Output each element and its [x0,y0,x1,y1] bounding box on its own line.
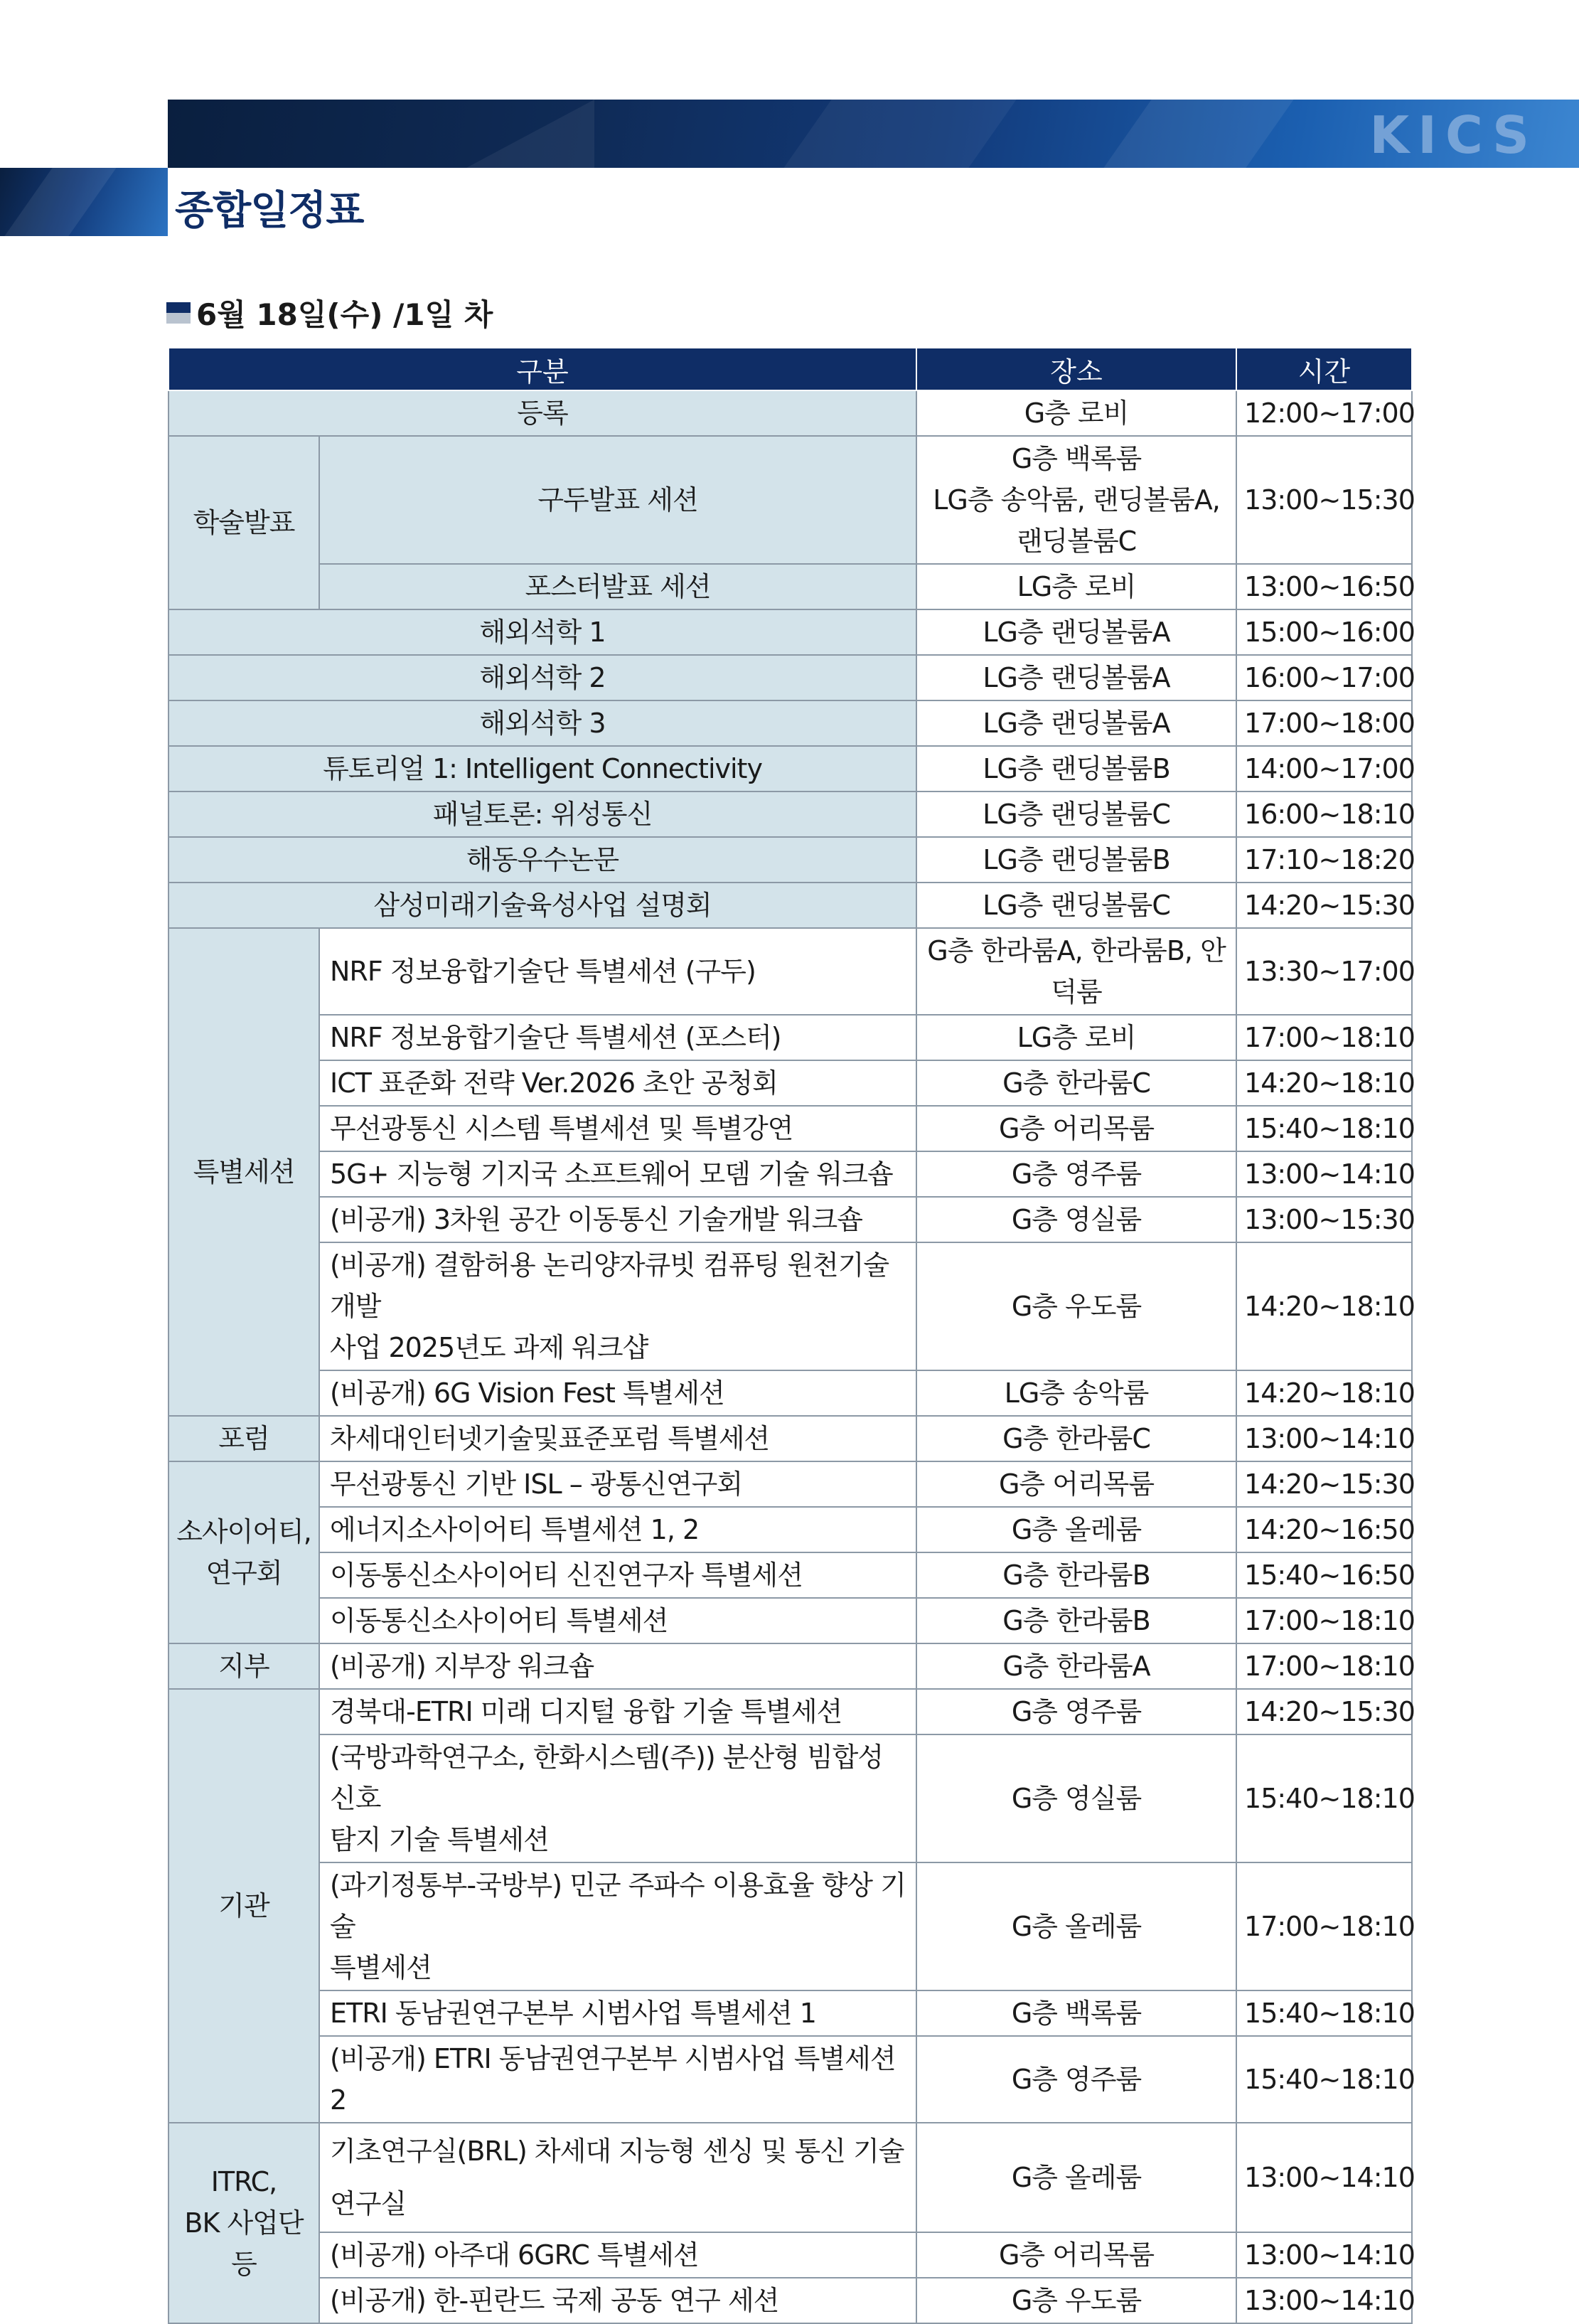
row-place: G층 한라룸A, 한라룸B, 안덕룸 [916,928,1236,1015]
table-row [168,700,1412,746]
row-time: 14:20~15:30 [1236,1461,1412,1507]
row-place: G층 우도룸 [916,1242,1236,1370]
row-time: 12:00~17:00 [1236,390,1412,436]
table-row [168,1643,1412,1689]
brand-logo: KICS [1369,105,1538,165]
row-label: ETRI 동남권연구본부 시범사업 특별세션 1 [319,1990,916,2036]
row-label: 에너지소사이어티 특별세션 1, 2 [319,1507,916,1552]
row-time: 13:00~14:10 [1236,1416,1412,1461]
row-time: 17:00~18:10 [1236,1643,1412,1689]
table-row [168,655,1412,700]
row-time: 14:20~18:10 [1236,1242,1412,1370]
table-row [168,2036,1412,2123]
table-row [168,2232,1412,2278]
group-label: 기관 [168,1689,319,2123]
row-label: 삼성미래기술육성사업 설명회 [168,883,916,928]
row-place: LG층 랜딩볼룸C [916,791,1236,837]
row-place: G층 올레룸 [916,2123,1236,2232]
heading-marker-icon [166,302,191,324]
row-label: 차세대인터넷기술및표준포럼 특별세션 [319,1416,916,1461]
header-category: 구분 [168,348,916,390]
table-row [168,883,1412,928]
row-label: 패널토론: 위성통신 [168,791,916,837]
row-label: (비공개) 아주대 6GRC 특별세션 [319,2232,916,2278]
row-time: 14:20~16:50 [1236,1507,1412,1552]
row-time: 14:20~15:30 [1236,883,1412,928]
row-place: G층 올레룸 [916,1507,1236,1552]
header-place: 장소 [916,348,1236,390]
row-time: 13:00~14:10 [1236,2278,1412,2323]
row-time: 13:30~17:00 [1236,928,1412,1015]
day-heading-text: 6월 18일(수) /1일 차 [196,297,493,332]
row-time: 15:40~18:10 [1236,2036,1412,2123]
row-time: 17:00~18:10 [1236,1015,1412,1060]
table-row [168,2123,1412,2232]
table-row [168,1015,1412,1060]
row-place: G층 영실룸 [916,1734,1236,1862]
table-row [168,791,1412,837]
table-row [168,1598,1412,1643]
row-place: LG층 랜딩볼룸A [916,700,1236,746]
row-place: G층 우도룸 [916,2278,1236,2323]
group-label: 소사이어티, 연구회 [168,1461,319,1643]
table-row [168,436,1412,564]
table-row [168,1461,1412,1507]
row-label: 5G+ 지능형 기지국 소프트웨어 모뎀 기술 워크숍 [319,1151,916,1197]
row-time: 16:00~17:00 [1236,655,1412,700]
row-place: G층 영주룸 [916,2036,1236,2123]
header-side-accent [0,168,168,236]
row-place: G층 한라룸C [916,1416,1236,1461]
table-row [168,564,1412,609]
row-label: NRF 정보융합기술단 특별세션 (구두) [319,928,916,1015]
group-label: 학술발표 [168,436,319,609]
row-label: 해동우수논문 [168,837,916,883]
row-time: 15:40~18:10 [1236,1106,1412,1151]
row-place: LG층 랜딩볼룸B [916,837,1236,883]
table-row [168,1370,1412,1416]
table-row [168,1151,1412,1197]
table-row [168,837,1412,883]
group-label: 지부 [168,1643,319,1689]
row-label: (비공개) 3차원 공간 이동통신 기술개발 워크숍 [319,1197,916,1242]
row-label: 무선광통신 기반 ISL – 광통신연구회 [319,1461,916,1507]
row-place: G층 백록룸 [916,1990,1236,2036]
table-row [168,2278,1412,2323]
row-label: 해외석학 3 [168,700,916,746]
row-time: 17:00~18:10 [1236,1862,1412,1990]
row-place: LG층 랜딩볼룸C [916,883,1236,928]
row-place: G층 올레룸 [916,1862,1236,1990]
table-row [168,1734,1412,1862]
row-label: (비공개) ETRI 동남권연구본부 시범사업 특별세션 2 [319,2036,916,2123]
row-label: 이동통신소사이어티 특별세션 [319,1598,916,1643]
row-label: 기초연구실(BRL) 차세대 지능형 센싱 및 통신 기술 연구실 [319,2123,916,2232]
row-label: 무선광통신 시스템 특별세션 및 특별강연 [319,1106,916,1151]
row-time: 16:00~18:10 [1236,791,1412,837]
row-time: 14:20~18:10 [1236,1370,1412,1416]
row-time: 14:00~17:00 [1236,746,1412,791]
row-place: LG층 랜딩볼룸B [916,746,1236,791]
row-label: NRF 정보융합기술단 특별세션 (포스터) [319,1015,916,1060]
row-time: 13:00~15:30 [1236,436,1412,564]
row-place: G층 어리목룸 [916,2232,1236,2278]
row-label: 해외석학 2 [168,655,916,700]
page-title: 종합일정표 [175,188,364,234]
row-place: G층 한라룸A [916,1643,1236,1689]
table-row [168,928,1412,1015]
header-time: 시간 [1236,348,1412,390]
row-place: LG층 랜딩볼룸A [916,655,1236,700]
row-label: (국방과학연구소, 한화시스템(주)) 분산형 빔합성 신호 탐지 기술 특별세션 [319,1734,916,1862]
row-place: G층 어리목룸 [916,1461,1236,1507]
row-label: 구두발표 세션 [319,436,916,564]
row-label: 포스터발표 세션 [319,564,916,609]
row-time: 15:40~18:10 [1236,1734,1412,1862]
row-place: LG층 송악룸 [916,1370,1236,1416]
row-time: 13:00~16:50 [1236,564,1412,609]
group-label: ITRC, BK 사업단 등 [168,2123,319,2323]
row-time: 15:40~16:50 [1236,1552,1412,1598]
row-place: G층 어리목룸 [916,1106,1236,1151]
row-label: 등록 [168,390,916,436]
row-label: 해외석학 1 [168,609,916,655]
row-place: G층 한라룸C [916,1060,1236,1106]
row-time: 14:20~15:30 [1236,1689,1412,1734]
table-row [168,1197,1412,1242]
table-row [168,1060,1412,1106]
row-place: G층 한라룸B [916,1552,1236,1598]
row-place: G층 한라룸B [916,1598,1236,1643]
table-row [168,1242,1412,1370]
row-time: 13:00~14:10 [1236,2123,1412,2232]
row-label: (과기정통부-국방부) 민군 주파수 이용효율 향상 기술 특별세션 [319,1862,916,1990]
table-row [168,1106,1412,1151]
row-time: 15:00~16:00 [1236,609,1412,655]
group-label: 포럼 [168,1416,319,1461]
row-place: G층 영실룸 [916,1197,1236,1242]
table-row [168,1689,1412,1734]
table-row [168,1507,1412,1552]
table-header-row [168,348,1412,390]
row-place: LG층 로비 [916,1015,1236,1060]
schedule-table [168,347,1413,2324]
row-label: 튜토리얼 1: Intelligent Connectivity [168,746,916,791]
row-time: 15:40~18:10 [1236,1990,1412,2036]
row-place: LG층 로비 [916,564,1236,609]
table-row [168,1416,1412,1461]
row-place: G층 영주룸 [916,1689,1236,1734]
row-time: 17:00~18:00 [1236,700,1412,746]
table-row [168,1862,1412,1990]
table-row [168,390,1412,436]
group-label: 특별세션 [168,928,319,1416]
table-row [168,1552,1412,1598]
row-label: 경북대-ETRI 미래 디지털 융합 기술 특별세션 [319,1689,916,1734]
row-label: (비공개) 6G Vision Fest 특별세션 [319,1370,916,1416]
row-time: 17:00~18:10 [1236,1598,1412,1643]
row-time: 13:00~15:30 [1236,1197,1412,1242]
table-row [168,609,1412,655]
row-time: 14:20~18:10 [1236,1060,1412,1106]
table-row [168,1990,1412,2036]
row-place: G층 영주룸 [916,1151,1236,1197]
row-label: (비공개) 한-핀란드 국제 공동 연구 세션 [319,2278,916,2323]
row-time: 17:10~18:20 [1236,837,1412,883]
row-place: LG층 랜딩볼룸A [916,609,1236,655]
row-label: (비공개) 지부장 워크숍 [319,1643,916,1689]
table-row [168,746,1412,791]
row-place: G층 로비 [916,390,1236,436]
row-label: ICT 표준화 전략 Ver.2026 초안 공청회 [319,1060,916,1106]
day-heading [166,292,493,334]
row-label: (비공개) 결함허용 논리양자큐빗 컴퓨팅 원천기술 개발 사업 2025년도 과제 워크샵 [319,1242,916,1370]
row-label: 이동통신소사이어티 신진연구자 특별세션 [319,1552,916,1598]
row-time: 13:00~14:10 [1236,1151,1412,1197]
header-banner [168,100,1579,168]
row-time: 13:00~14:10 [1236,2232,1412,2278]
row-place: G층 백록룸 LG층 송악룸, 랜딩볼룸A, 랜딩볼룸C [916,436,1236,564]
